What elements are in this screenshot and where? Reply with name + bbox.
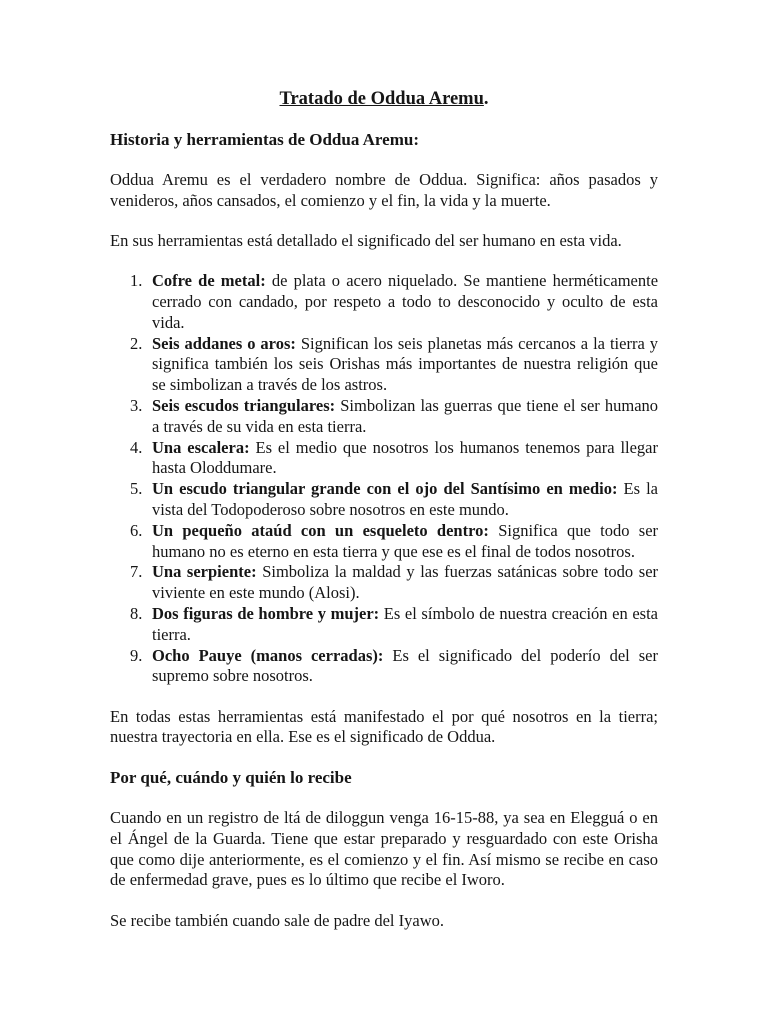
list-item-number: 3. — [130, 395, 143, 415]
list-item — [110, 479, 658, 521]
list-item-term: Una escalera: — [152, 437, 250, 457]
list-item-number: 4. — [130, 437, 143, 457]
list-item-description: Simbolizan las guerras que tiene el ser humano a través de su vida en esta tierra. — [152, 395, 659, 436]
list-item — [110, 646, 658, 688]
list-item-description: Significa que todo ser humano no es eterno en esta tierra y que ese es el final de todos nosotros. — [152, 520, 659, 561]
list-item-number: 8. — [130, 603, 143, 623]
intro-paragraph-1: Oddua Aremu es el verdadero nombre de Oddua. Significa: años pasados y venideros, años cansados, el comienzo y el fin, la vida y la muerte. — [110, 169, 658, 210]
list-item-number: 9. — [130, 645, 143, 665]
list-item — [110, 334, 658, 396]
list-item — [110, 396, 658, 438]
list-item-description: Es la vista del Todopoderoso sobre nosotros en este mundo. — [152, 479, 658, 519]
list-item — [110, 604, 658, 646]
list-item-description: Es el significado del poderío del ser supremo sobre nosotros. — [152, 645, 658, 686]
intro-paragraph-2: En sus herramientas está detallado el significado del ser humano en esta vida. — [110, 230, 622, 250]
list-item-term: Seis escudos triangulares: — [152, 395, 336, 415]
list-item-number: 2. — [130, 333, 143, 353]
list-item — [110, 521, 658, 563]
list-item-description: Significan los seis planetas más cercanos a la tierra y significa también los seis Orishas más importantes de nuestra religión que se simbolizan a través de los astros. — [152, 333, 658, 395]
subheading: Por qué, cuándo y quién lo recibe — [110, 767, 352, 787]
list-item-number: 7. — [130, 562, 143, 582]
document-title — [110, 88, 658, 110]
list-item — [110, 271, 658, 333]
list-item-description: Es el medio que nosotros los humanos tenemos para llegar hasta Oloddumare. — [152, 437, 659, 478]
list-item-term: Un pequeño ataúd con un esqueleto dentro: — [152, 520, 489, 540]
list-item-term: Cofre de metal: — [152, 271, 266, 291]
list-item-term: Seis addanes o aros: — [152, 333, 296, 353]
section-heading: Historia y herramientas de Oddua Aremu: — [110, 129, 419, 149]
list-item-term: Ocho Pauye (manos cerradas): — [152, 645, 384, 665]
closing-paragraph: En todas estas herramientas está manifestado el por qué nosotros en la tierra; nuestra trayectoria en ella. Ese es el significado de Oddua. — [110, 706, 658, 747]
list-item — [110, 562, 658, 604]
list-item-number: 6. — [130, 520, 143, 540]
list-item-number: 1. — [130, 271, 143, 291]
list-item-description: Simboliza la maldad y las fuerzas satánicas sobre todo ser viviente en este mundo (Alosi). — [152, 562, 659, 603]
document-title-text: Tratado de Oddua Aremu — [279, 89, 484, 109]
list-item — [110, 438, 658, 480]
list-item-term: Un escudo triangular grande con el ojo del Santísimo en medio: — [152, 479, 618, 499]
document-content — [110, 88, 658, 951]
list-item-description: Es el símbolo de nuestra creación en esta tierra. — [152, 603, 659, 644]
list-item-term: Una serpiente: — [152, 562, 257, 582]
list-item-term: Dos figuras de hombre y mujer: — [152, 603, 380, 623]
reception-paragraph: Cuando en un registro de ltá de diloggun venga 16-15-88, ya sea en Elegguá o en el Ángel de la Guarda. Tiene que estar preparado y resguardado con este Orisha que como dije anteriormente, es el comienzo y el fin. Así mismo se recibe en caso de enfermedad grave, pues es lo último que recibe el Iworo. — [110, 808, 658, 890]
document-title-period: . — [483, 89, 489, 109]
list-item-number: 5. — [130, 479, 143, 499]
list-item-description: de plata o acero niquelado. Se mantiene herméticamente cerrado con candado, por respeto a todo to desconocido y oculto de esta vida. — [152, 271, 659, 332]
tools-list — [110, 271, 658, 687]
final-paragraph: Se recibe también cuando sale de padre del Iyawo. — [110, 910, 444, 930]
